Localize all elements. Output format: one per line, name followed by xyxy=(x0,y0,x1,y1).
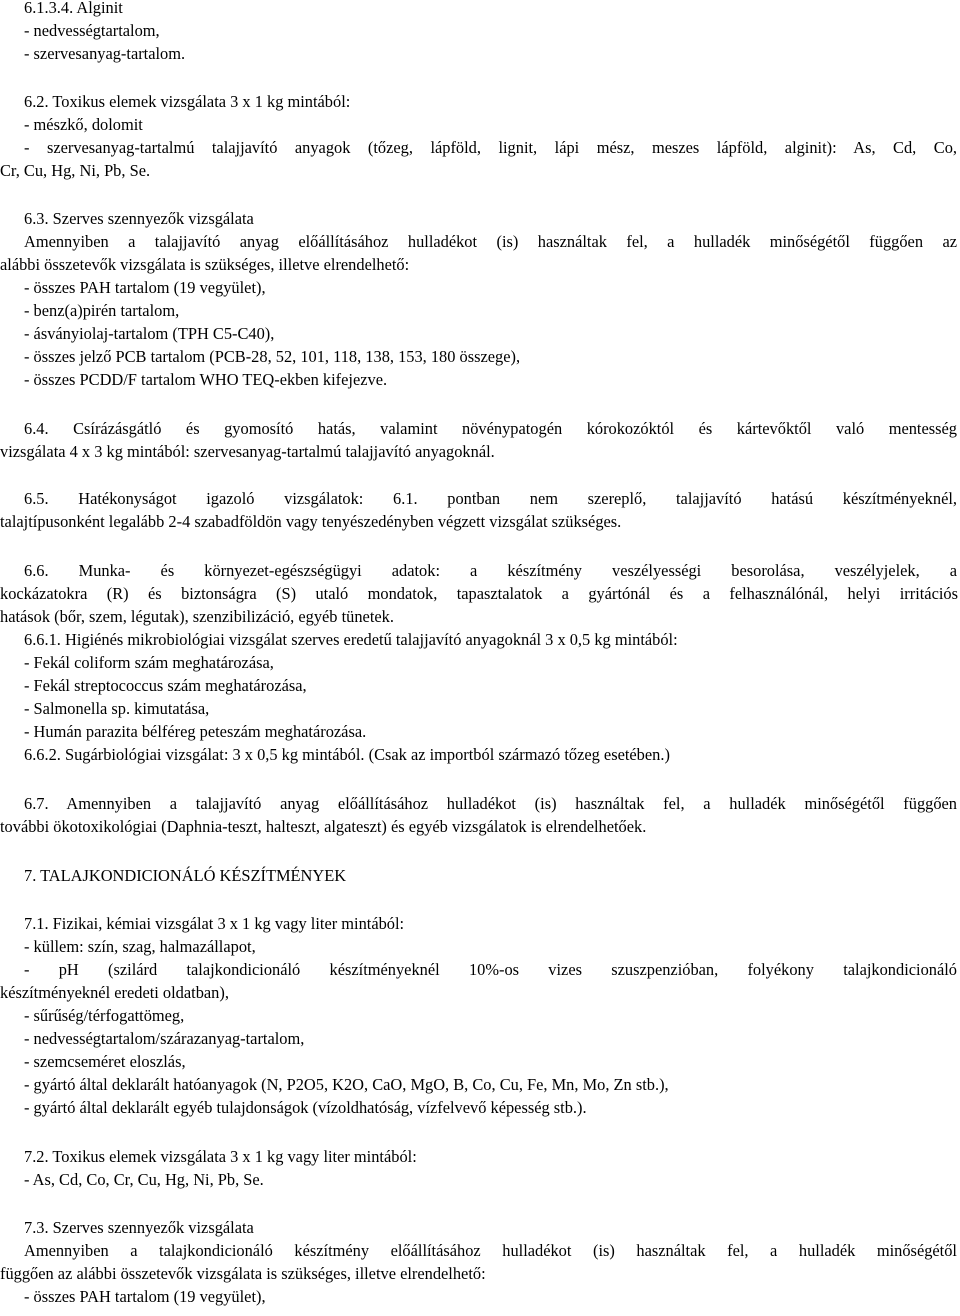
text-line: alábbi összetevők vizsgálata is szükséges, illetve elrendelhető: xyxy=(0,255,410,274)
text-line: 6.4. Csírázásgátló és gyomosító hatás, valamint növénypatogén kórokozóktól és kártevőktől való mentesség xyxy=(24,419,957,438)
text-line: készítményeknél eredeti oldatban), xyxy=(0,983,229,1002)
text-line: 7. TALAJKONDICIONÁLÓ KÉSZÍTMÉNYEK xyxy=(24,866,347,885)
text-line: - gyártó által deklarált hatóanyagok (N, P2O5, K2O, CaO, MgO, B, Co, Cu, Fe, Mn, Mo, Zn stb.), xyxy=(24,1075,669,1094)
text-line: Cr, Cu, Hg, Ni, Pb, Se. xyxy=(0,161,151,180)
text-line: - küllem: szín, szag, halmazállapot, xyxy=(24,937,256,956)
text-line: - pH (szilárd talajkondicionáló készítményeknél 10%-os vizes szuszpenzióban, folyékony talajkondicionáló xyxy=(24,960,957,979)
text-line: kockázatokra (R) és biztonságra (S) utaló mondatok, tapasztalatok a gyártónál és a felhasználónál, helyi irritációs xyxy=(0,584,958,603)
text-line: - mészkő, dolomit xyxy=(24,115,143,134)
text-line: 7.3. Szerves szennyezők vizsgálata xyxy=(24,1218,254,1237)
text-line: Amennyiben a talajkondicionáló készítmény előállításához hulladékot (is) használtak fel, a hulladék minőségétől xyxy=(24,1241,957,1260)
text-line: 6.5. Hatékonyságot igazoló vizsgálatok: 6.1. pontban nem szereplő, talajjavító hatású készítményeknél, xyxy=(24,489,957,508)
text-line: - ásványiolaj-tartalom (TPH C5-C40), xyxy=(24,324,275,343)
text-line: - gyártó által deklarált egyéb tulajdonságok (vízoldhatóság, vízfelvevő képesség stb.). xyxy=(24,1098,587,1117)
text-line: 6.1.3.4. Alginit xyxy=(24,0,123,17)
text-line: 6.7. Amennyiben a talajjavító anyag előállításához hulladékot (is) használtak fel, a hulladék minőségétől függően xyxy=(24,794,957,813)
text-line: 6.3. Szerves szennyezők vizsgálata xyxy=(24,209,254,228)
text-line: - Salmonella sp. kimutatása, xyxy=(24,699,210,718)
text-line: - szervesanyag-tartalmú talajjavító anyagok (tőzeg, lápföld, lignit, lápi mész, meszes lápföld, alginit): As, Cd, Co, xyxy=(24,138,957,157)
text-line: 6.6.2. Sugárbiológiai vizsgálat: 3 x 0,5 kg mintából. (Csak az importból származó tőzeg esetében.) xyxy=(24,745,670,764)
text-line: további ökotoxikológiai (Daphnia-teszt, halteszt, algateszt) és egyéb vizsgálatok is elrendelhetőek. xyxy=(0,817,647,836)
text-line: - sűrűség/térfogattömeg, xyxy=(24,1006,185,1025)
text-line: - Fekál streptococcus szám meghatározása, xyxy=(24,676,307,695)
text-line: 6.2. Toxikus elemek vizsgálata 3 x 1 kg mintából: xyxy=(24,92,351,111)
text-line: hatások (bőr, szem, légutak), szenzibilizáció, egyéb tünetek. xyxy=(0,607,394,626)
text-line: Amennyiben a talajjavító anyag előállításához hulladékot (is) használtak fel, a hulladék minőségétől függően az xyxy=(24,232,957,251)
text-line: talajtípusonként legalább 2-4 szabadföldön vagy tenyészedényben végzett vizsgálat szükséges. xyxy=(0,512,622,531)
text-line: 6.6. Munka- és környezet-egészségügyi adatok: a készítmény veszélyességi besorolása, veszélyjelek, a xyxy=(24,561,957,580)
text-line: - összes PAH tartalom (19 vegyület), xyxy=(24,1287,266,1306)
text-line: - Fekál coliform szám meghatározása, xyxy=(24,653,274,672)
text-line: - összes PCDD/F tartalom WHO TEQ-ekben kifejezve. xyxy=(24,370,388,389)
text-line: függően az alábbi összetevők vizsgálata is szükséges, illetve elrendelhető: xyxy=(0,1264,486,1283)
text-line: - nedvességtartalom/szárazanyag-tartalom, xyxy=(24,1029,305,1048)
text-line: 7.1. Fizikai, kémiai vizsgálat 3 x 1 kg vagy liter mintából: xyxy=(24,914,405,933)
text-line: 6.6.1. Higiénés mikrobiológiai vizsgálat szerves eredetű talajjavító anyagoknál 3 x 0,5 kg mintából: xyxy=(24,630,678,649)
text-line: 7.2. Toxikus elemek vizsgálata 3 x 1 kg vagy liter mintából: xyxy=(24,1147,417,1166)
text-line: - benz(a)pirén tartalom, xyxy=(24,301,180,320)
text-line: - szervesanyag-tartalom. xyxy=(24,44,186,63)
text-line: - összes PAH tartalom (19 vegyület), xyxy=(24,278,266,297)
text-line: - szemcseméret eloszlás, xyxy=(24,1052,186,1071)
text-line: - nedvességtartalom, xyxy=(24,21,160,40)
text-line: - As, Cd, Co, Cr, Cu, Hg, Ni, Pb, Se. xyxy=(24,1170,264,1189)
text-line: - Humán parazita bélféreg peteszám meghatározása. xyxy=(24,722,367,741)
text-line: - összes jelző PCB tartalom (PCB-28, 52, 101, 118, 138, 153, 180 összege), xyxy=(24,347,521,366)
text-line: vizsgálata 4 x 3 kg mintából: szervesanyag-tartalmú talajjavító anyagoknál. xyxy=(0,442,495,461)
